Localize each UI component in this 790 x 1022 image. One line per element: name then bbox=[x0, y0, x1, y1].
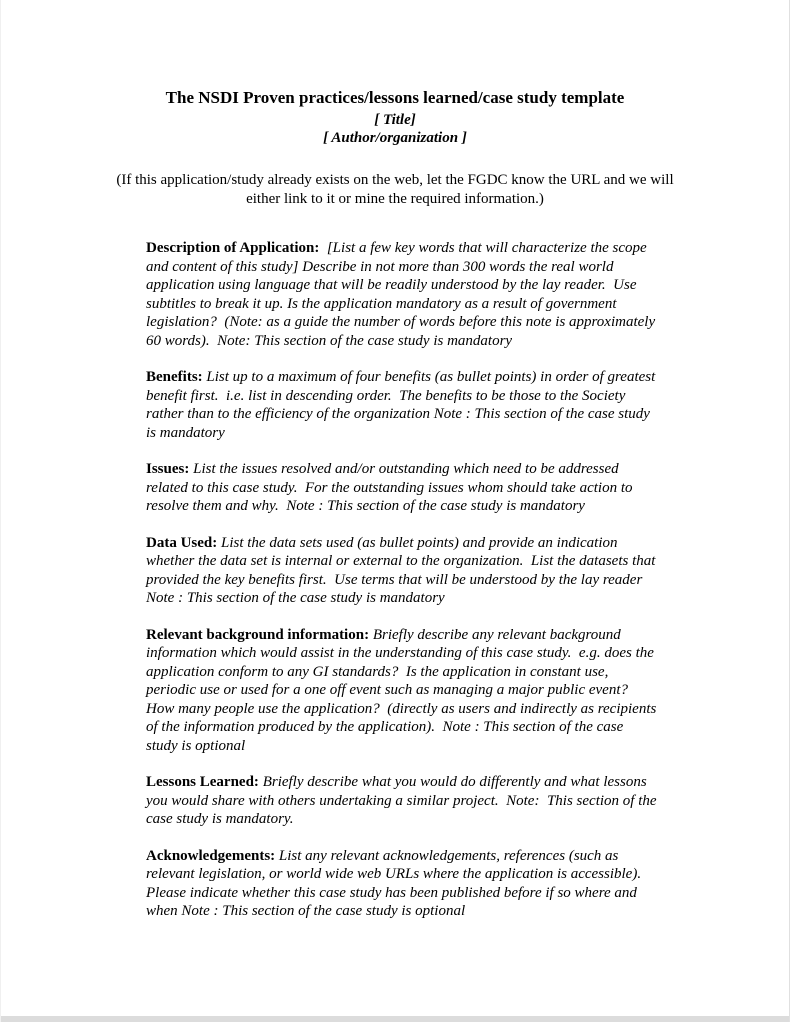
section-body: Briefly describe any relevant background information which would assist in the understanding of this case study. e.g. does the application conform to any GI standards? Is the application in constant use, periodic use or used for a one off event such as managing a major public event? How many people use the application? (directly as users and indirectly as recipients of the information produced by the application). Note : This section of the case study is optional bbox=[146, 626, 661, 754]
section-lessons-learned bbox=[146, 773, 661, 829]
section-label: Relevant background information: bbox=[146, 626, 370, 643]
section-label: Issues: bbox=[146, 461, 190, 477]
section-body: List the data sets used (as bullet points) and provide an indication whether the data set is internal or external to the organization. List the datasets that provided the key benefits first. Use terms that will be understood by the lay reader Note : This section of the case study is mandatory bbox=[146, 534, 660, 606]
section-description-of-application bbox=[146, 239, 658, 350]
title-placeholder-line: [ Title] bbox=[374, 112, 416, 128]
author-placeholder-line: [ Author/organization ] bbox=[323, 130, 467, 146]
sections-container bbox=[146, 239, 661, 921]
section-body: Briefly describe what you would do differently and what lessons you would share with others undertaking a similar project. Note: This section of the case study is mandatory. bbox=[146, 774, 661, 827]
section-label: Benefits: bbox=[146, 369, 203, 385]
section-body: List the issues resolved and/or outstanding which need to be addressed related to this case study. For the outstanding issues whom should take action to resolve them and why. Note : This section of the case study is mandatory bbox=[146, 461, 637, 514]
section-label: Acknowledgements: bbox=[146, 847, 276, 864]
intro-note: (If this application/study already exists on the web, let the FGDC know the URL and we will either link to it or mine the required information.) bbox=[116, 172, 674, 207]
section-relevant-background-information bbox=[146, 626, 661, 756]
page-edge bbox=[1, 1016, 789, 1022]
section-body: List up to a maximum of four benefits (as bullet points) in order of greatest benefit first. i.e. list in descending order. The benefits to be those to the Society rather than to the efficiency of the organization Note : This section of the case study is mandatory bbox=[146, 369, 660, 441]
section-label: Description of Application: bbox=[146, 240, 320, 256]
section-data-used bbox=[146, 534, 658, 608]
section-label: Lessons Learned: bbox=[146, 774, 259, 790]
section-benefits bbox=[146, 368, 658, 442]
page-title: The NSDI Proven practices/lessons learned/case study template bbox=[165, 88, 625, 107]
section-issues bbox=[146, 460, 658, 516]
section-body: List any relevant acknowledgements, references (such as relevant legislation, or world wide web URLs where the application is accessible). Please indicate whether this case study has been published before if so where and when Note : This section of the case study is optional bbox=[146, 847, 645, 919]
section-body: [List a few key words that will characterize the scope and content of this study] Describe in not more than 300 words the real world application using language that will be readily understood by the lay reader. Use subtitles to break it up. Is the application mandatory as a result of government legislation? (Note: as a guide the number of words before this note is approximately 60 words). Note: This section of the case study is mandatory bbox=[146, 240, 659, 349]
section-label: Data Used: bbox=[146, 534, 218, 551]
section-acknowledgements bbox=[146, 847, 658, 921]
